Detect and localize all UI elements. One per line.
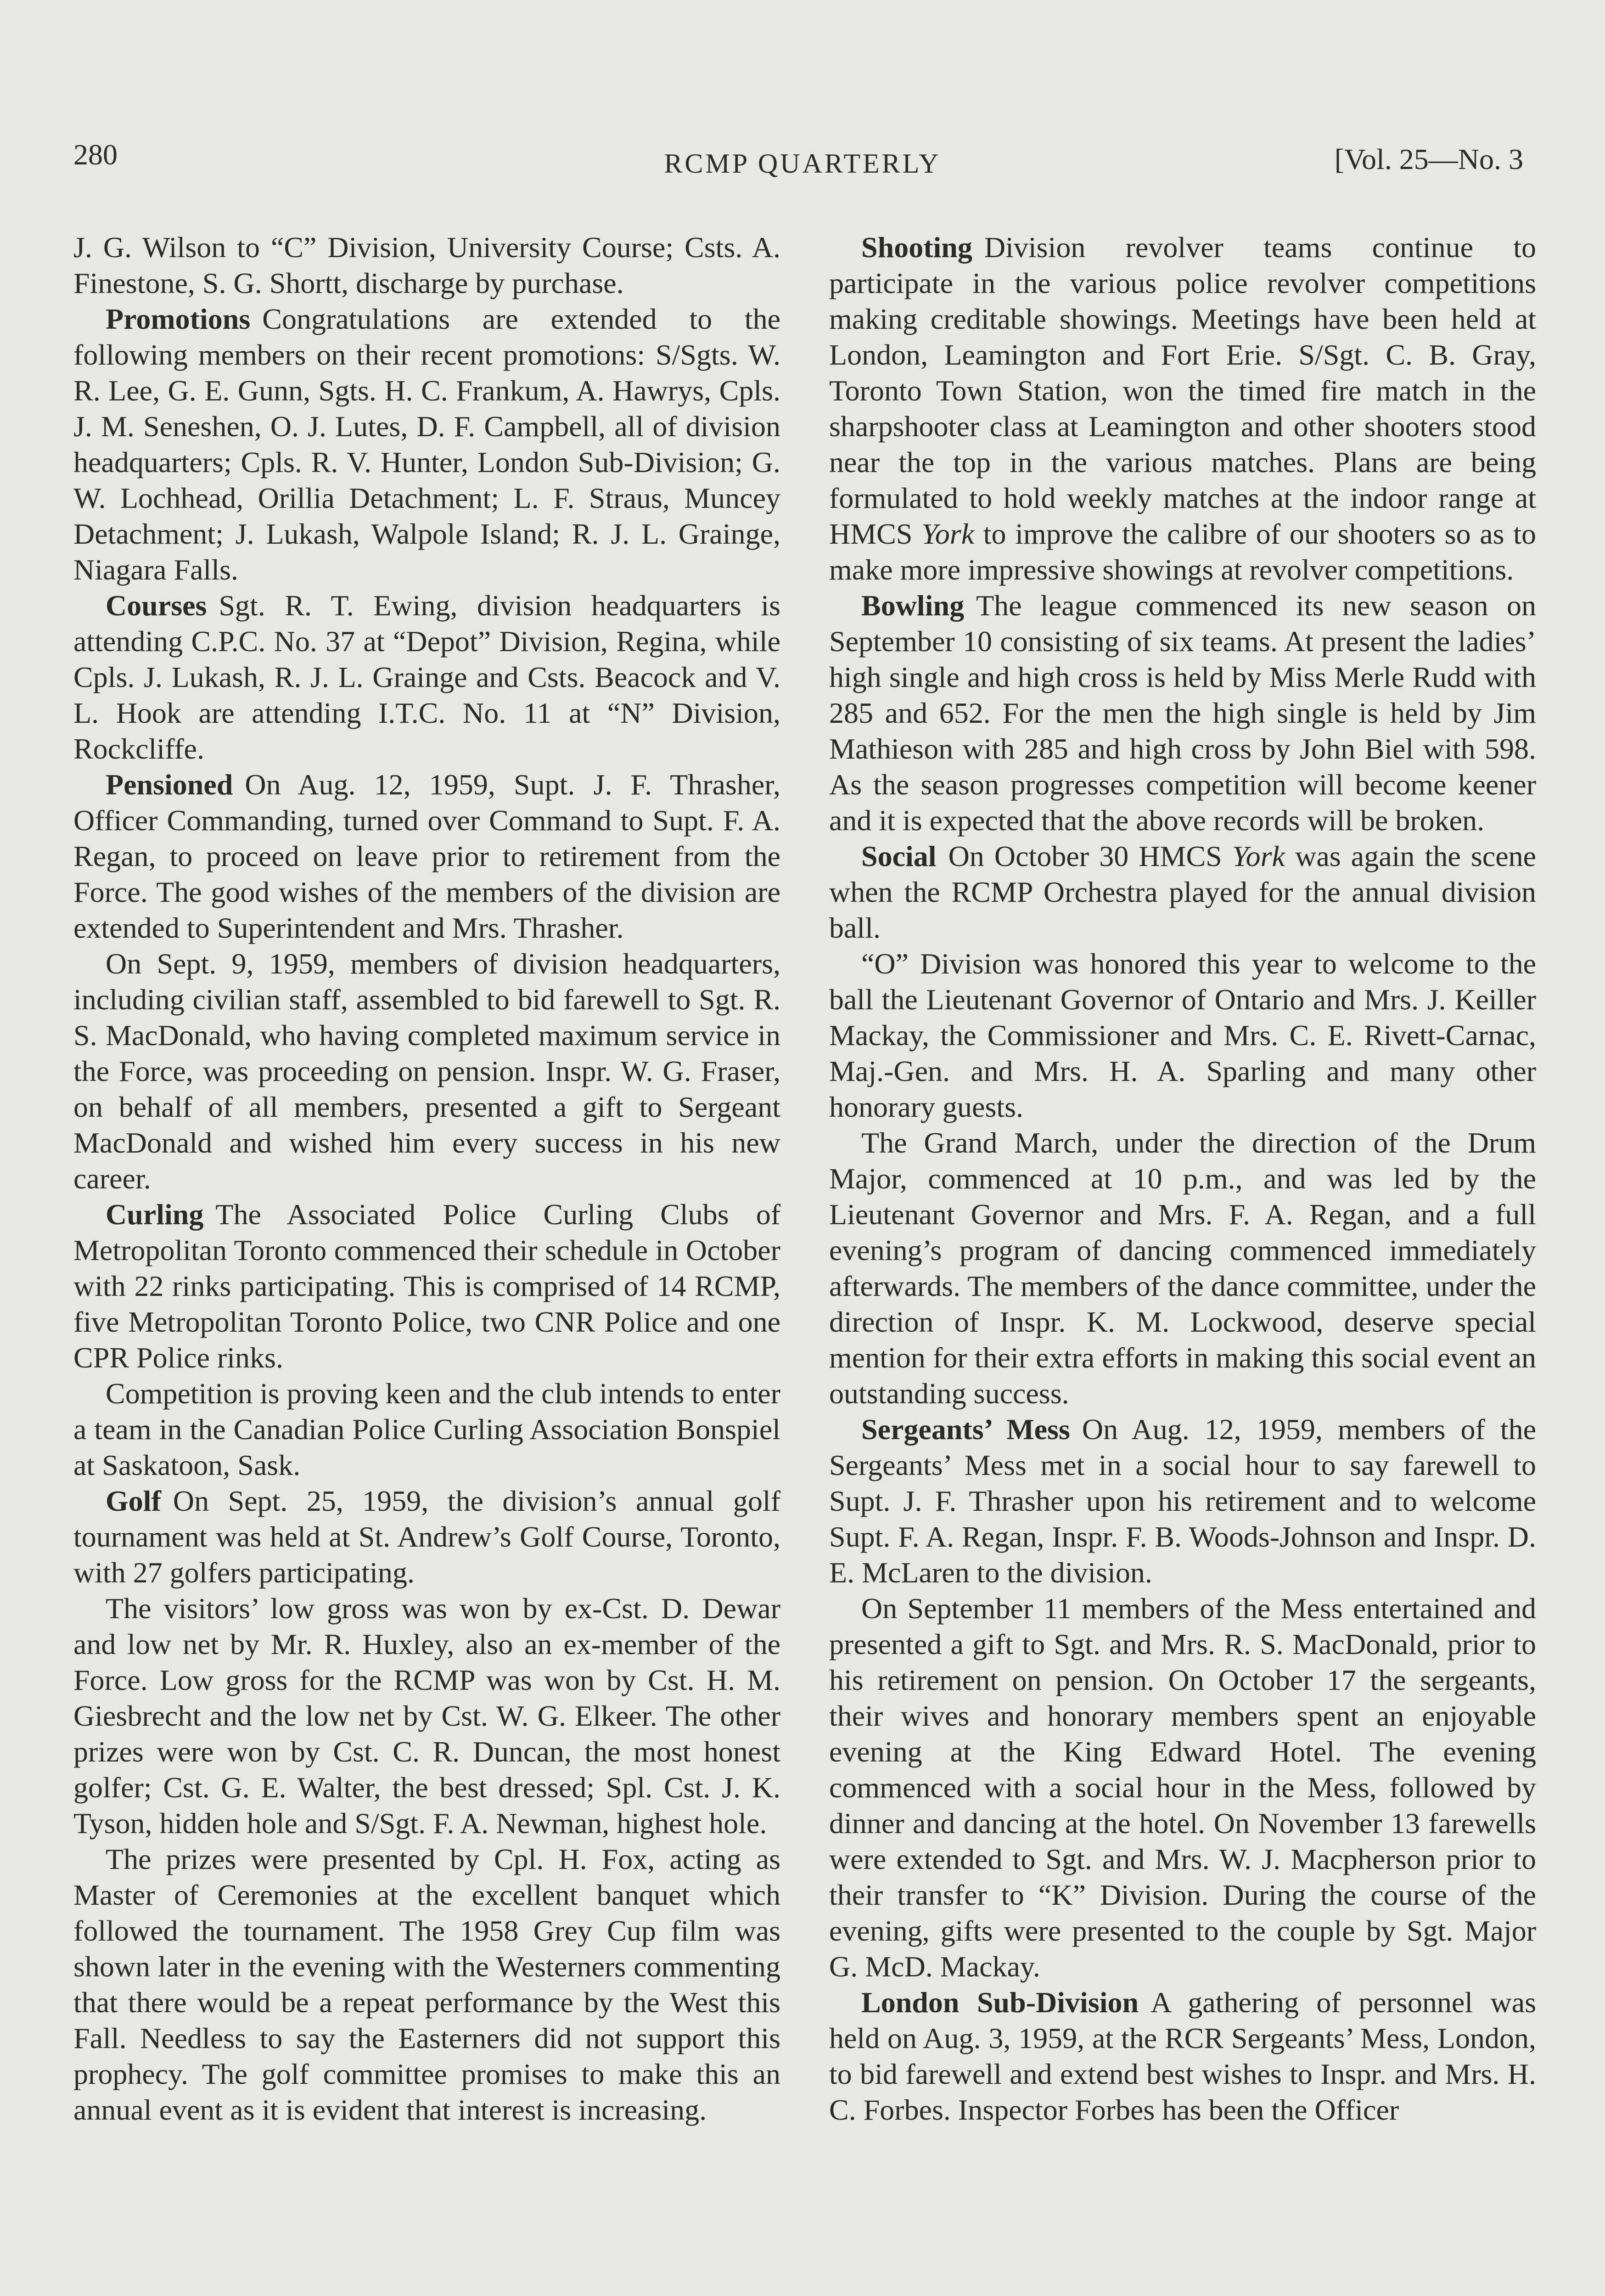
section-heading: Courses xyxy=(106,589,207,622)
section-heading: London Sub-Division xyxy=(861,1986,1139,2019)
section-pensioned xyxy=(73,767,780,946)
section-heading: Promotions xyxy=(106,303,251,335)
section-text: On October 30 HMCS xyxy=(948,840,1232,872)
section-golf xyxy=(73,1483,780,1591)
left-column xyxy=(73,230,780,2128)
paragraph: The visitors’ low gross was won by ex-Cst. D. Dewar and low net by Mr. R. Huxley, also an ex-member of the Force. Low gross for the RCMP was won by Cst. H. M. Giesbrecht and the low net by Cst. W. G. Elkeer. The other prizes were won by Cst. C. R. Duncan, the most honest golfer; Cst. G. E. Walter, the best dressed; Spl. Cst. J. K. Tyson, hidden hole and S/Sgt. F. A. Newman, highest hole. xyxy=(73,1592,780,1840)
issue-label: [Vol. 25—No. 3 xyxy=(1334,143,1523,175)
section-heading: Sergeants’ Mess xyxy=(861,1413,1070,1446)
section-heading: Pensioned xyxy=(106,768,233,801)
paragraph: “O” Division was honored this year to welcome to the ball the Lieutenant Governor of Ontario and Mrs. J. Keiller Mackay, the Commissioner and Mrs. C. E. Rivett-Carnac, Maj.-Gen. and Mrs. H. A. Sparling and many other honorary guests. xyxy=(829,947,1536,1123)
section-heading: Shooting xyxy=(861,231,972,264)
right-column xyxy=(829,230,1536,2128)
section-shooting xyxy=(829,230,1536,588)
ship-name: York xyxy=(1232,840,1285,872)
section-text: was again the scene when the RCMP Orchestra played for the annual division ball. xyxy=(829,840,1536,944)
section-text: to improve the calibre of our shooters so as to make more impressive showings at revolver competitions. xyxy=(829,518,1537,586)
section-text: Sgt. R. T. Ewing, division headquarters is attending C.P.C. No. 37 at “Depot” Division, Regina, while Cpls. J. Lukash, R. J. L. Grainge and Csts. Beacock and V. L. Hook are attending I.T.C. No. 11 at “N” Division, Rockcliffe. xyxy=(73,589,780,765)
section-promotions xyxy=(73,301,780,588)
paragraph: J. G. Wilson to “C” Division, University Course; Csts. A. Finestone, S. G. Shortt, discharge by purchase. xyxy=(73,231,780,299)
section-social xyxy=(829,838,1536,946)
section-text: The league commenced its new season on September 10 consisting of six teams. At present the ladies’ high single and high cross is held by Miss Merle Rudd with 285 and 652. For the men the high single is held by Jim Mathieson with 285 and high cross by John Biel with 598. As the season progresses competition will become keener and it is expected that the above records will be broken. xyxy=(829,589,1536,837)
section-bowling xyxy=(829,588,1536,838)
section-heading: Social xyxy=(861,840,937,872)
page-number: 280 xyxy=(73,138,118,171)
section-curling xyxy=(73,1197,780,1376)
section-text: Division revolver teams continue to participate in the various police revolver competitions making creditable showings. Meetings have been held at London, Leamington and Fort Erie. S/Sgt. C. B. Gray, Toronto Town Station, won the timed fire match in the sharpshooter class at Leamington and other shooters stood near the top in the various matches. Plans are being formulated to hold weekly matches at the indoor range at HMCS xyxy=(829,231,1536,550)
paragraph: The Grand March, under the direction of the Drum Major, commenced at 10 p.m., and was led by the Lieutenant Governor and Mrs. F. A. Regan, and a full evening’s program of dancing commenced immediately afterwards. The members of the dance committee, under the direction of Inspr. K. M. Lockwood, deserve special mention for their extra efforts in making this social event an outstanding success. xyxy=(829,1126,1536,1410)
paragraph: The prizes were presented by Cpl. H. Fox, acting as Master of Ceremonies at the excellent banquet which followed the tournament. The 1958 Grey Cup film was shown later in the evening with the Westerners commenting that there would be a repeat performance by the West this Fall. Needless to say the Easterners did not support this prophecy. The golf committee promises to make this an annual event as it is evident that interest is increasing. xyxy=(73,1843,780,2126)
section-text: On Aug. 12, 1959, Supt. J. F. Thrasher, Officer Commanding, turned over Command to Supt. F. A. Regan, to proceed on leave prior to retirement from the Force. The good wishes of the members of the division are extended to Superintendent and Mrs. Thrasher. xyxy=(73,768,780,944)
paragraph: Competition is proving keen and the club intends to enter a team in the Canadian Police Curling Association Bonspiel at Saskatoon, Sask. xyxy=(73,1377,780,1481)
section-text: A gathering of personnel was held on Aug. 3, 1959, at the RCR Sergeants’ Mess, London, to bid farewell and extend best wishes to Inspr. and Mrs. H. C. Forbes. Inspector Forbes has been the Officer xyxy=(829,1986,1536,2126)
section-heading: Bowling xyxy=(861,589,965,622)
section-heading: Golf xyxy=(106,1485,161,1517)
section-text: The Associated Police Curling Clubs of Metropolitan Toronto commenced their schedule in October with 22 rinks participating. This is comprised of 14 RCMP, five Metropolitan Toronto Police, two CNR Police and one CPR Police rinks. xyxy=(73,1198,780,1374)
section-text: On Sept. 25, 1959, the division’s annual golf tournament was held at St. Andrew’s Golf Course, Toronto, with 27 golfers participating. xyxy=(73,1485,780,1589)
page-header xyxy=(0,0,1605,193)
paragraph: On Sept. 9, 1959, members of division headquarters, including civilian staff, assembled to bid farewell to Sgt. R. S. MacDonald, who having completed maximum service in the Force, was proceeding on pension. Inspr. W. G. Fraser, on behalf of all members, presented a gift to Sergeant MacDonald and wished him every success in his new career. xyxy=(73,947,780,1195)
section-london-sub-division xyxy=(829,1985,1536,2128)
running-title: RCMP QUARTERLY xyxy=(664,148,941,179)
section-text: On Aug. 12, 1959, members of the Sergeants’ Mess met in a social hour to say farewell to Supt. J. F. Thrasher upon his retirement and to welcome Supt. F. A. Regan, Inspr. F. B. Woods-Johnson and Inspr. D. E. McLaren to the division. xyxy=(829,1413,1537,1589)
section-sergeants-mess xyxy=(829,1412,1536,1591)
section-text: Congratulations are extended to the following members on their recent promotions: S/Sgts. W. R. Lee, G. E. Gunn, Sgts. H. C. Frankum, A. Hawrys, Cpls. J. M. Seneshen, O. J. Lutes, D. F. Campbell, all of division headquarters; Cpls. R. V. Hunter, London Sub-Division; G. W. Lochhead, Orillia Detachment; L. F. Straus, Muncey Detachment; J. Lukash, Walpole Island; R. J. L. Grainge, Niagara Falls. xyxy=(73,303,780,586)
section-courses xyxy=(73,588,780,767)
ship-name: York xyxy=(921,518,975,550)
paragraph: On September 11 members of the Mess entertained and presented a gift to Sgt. and Mrs. R. S. MacDonald, prior to his retirement on pension. On October 17 the sergeants, their wives and honorary members spent an enjoyable evening at the King Edward Hotel. The evening commenced with a social hour in the Mess, followed by dinner and dancing at the hotel. On November 13 farewells were extended to Sgt. and Mrs. W. J. Macpherson prior to their transfer to “K” Division. During the course of the evening, gifts were presented to the couple by Sgt. Major G. McD. Mackay. xyxy=(829,1592,1536,1983)
section-heading: Curling xyxy=(106,1198,204,1231)
